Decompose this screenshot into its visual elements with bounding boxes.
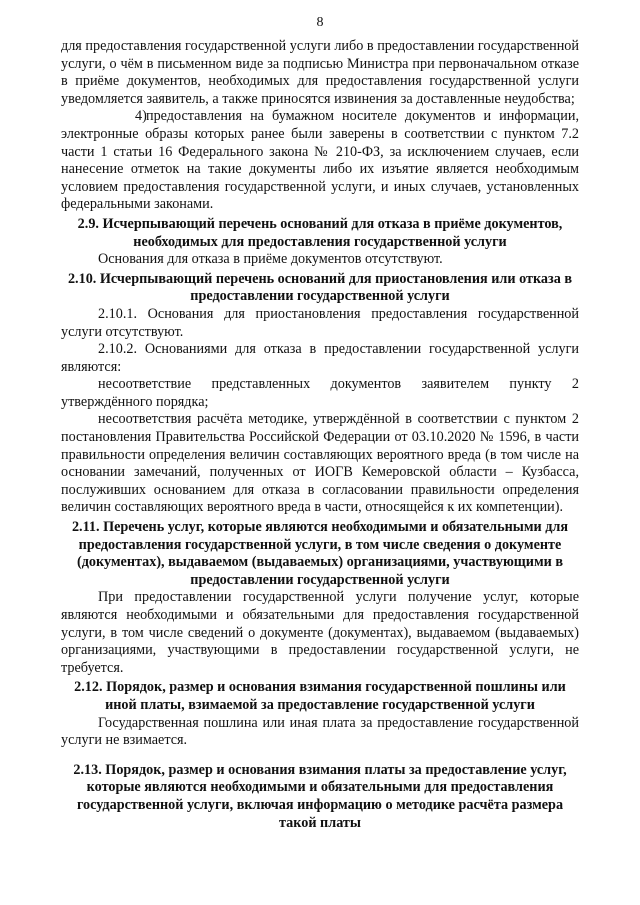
list-item-number: 4) (135, 108, 147, 125)
paragraph-2-12: Государственная пошлина или иная плата за предоставление государственной услуги не взимается. (61, 714, 579, 749)
paragraph-2-10-1: 2.10.1. Основания для приостановления предоставления государственной услуги отсутствуют. (61, 305, 579, 340)
paragraph-2-9: Основания для отказа в приёме документов отсутствуют. (98, 251, 443, 268)
list-item-4 (61, 108, 579, 214)
paragraph-2-10-2: 2.10.2. Основаниями для отказа в предоставлении государственной услуги являются: (61, 341, 579, 375)
heading-2-10: 2.10. Исчерпывающий перечень оснований для приостановления или отказа в предоставлении государственной услуги (67, 270, 573, 305)
heading-2-9: 2.9. Исчерпывающий перечень оснований для отказа в приёме документов, необходимых для предоставления государственной услуги (77, 215, 563, 250)
paragraph-2-11: При предоставлении государственной услуги получение услуг, которые являются необходимыми и обязательными для предоставления государственной услуги, в том числе сведений о документе (документах), выдаваемом (выдаваемых) организациями, участвующими в предоставлении государственной услуги, не требуется. (61, 589, 579, 676)
document-body (61, 38, 579, 832)
heading-2-13: 2.13. Порядок, размер и основания взимания платы за предоставление услуг, которые являются необходимыми и обязательными для предоставления государственной услуги, включая информацию о методике расчёта размера такой платы (73, 761, 567, 831)
list-item-text: предоставления на бумажном носителе документов и информации, электронные образы которых ранее были заверены в соответствии с пунктом 7.2 части 1 статьи 16 Федерального закона № 210-ФЗ, за исключением случаев, если нанесение отметок на такие документы либо их изъятие является необходимым условием предоставления государственной услуги, и иных случаев, установленных федеральными законами. (61, 108, 579, 213)
list-item-nonconformity: несоответствие представленных документов заявителем пункту 2 утверждённого порядка; (61, 376, 579, 410)
list-item-calculation: несоответствия расчёта методике, утверждённой в соответствии с пунктом 2 постановления Правительства Российской Федерации от 03.10.2020 № 1596, в части правильности определения величин составляющих вероятного вреда (в том числе на основании замечаний, полученных от ИОГВ Кемеровской области – Кузбасса, послуживших основанием для отказа в согласовании правильности определения величин составляющих вероятного вреда в части, относящейся к их компетенции). (61, 411, 579, 516)
paragraph-continuation: для предоставления государственной услуги либо в предоставлении государственной услуги, о чём в письменном виде за подписью Министра при первоначальном отказе в приёме документов, необходимых для предоставления государственной услуги уведомляется заявитель, а также приносятся извинения за доставленные неудобства; (61, 38, 579, 107)
heading-2-11: 2.11. Перечень услуг, которые являются необходимыми и обязательными для предоставления государственной услуги, в том числе сведения о документе (документах), выдаваемом (выдаваемых) организациями, участвующими в предоставлении государственной услуги (71, 519, 569, 588)
page-number: 8 (316, 15, 324, 30)
heading-2-12: 2.12. Порядок, размер и основания взимания государственной пошлины или иной платы, взимаемой за предоставление государственной услуги (74, 679, 566, 713)
